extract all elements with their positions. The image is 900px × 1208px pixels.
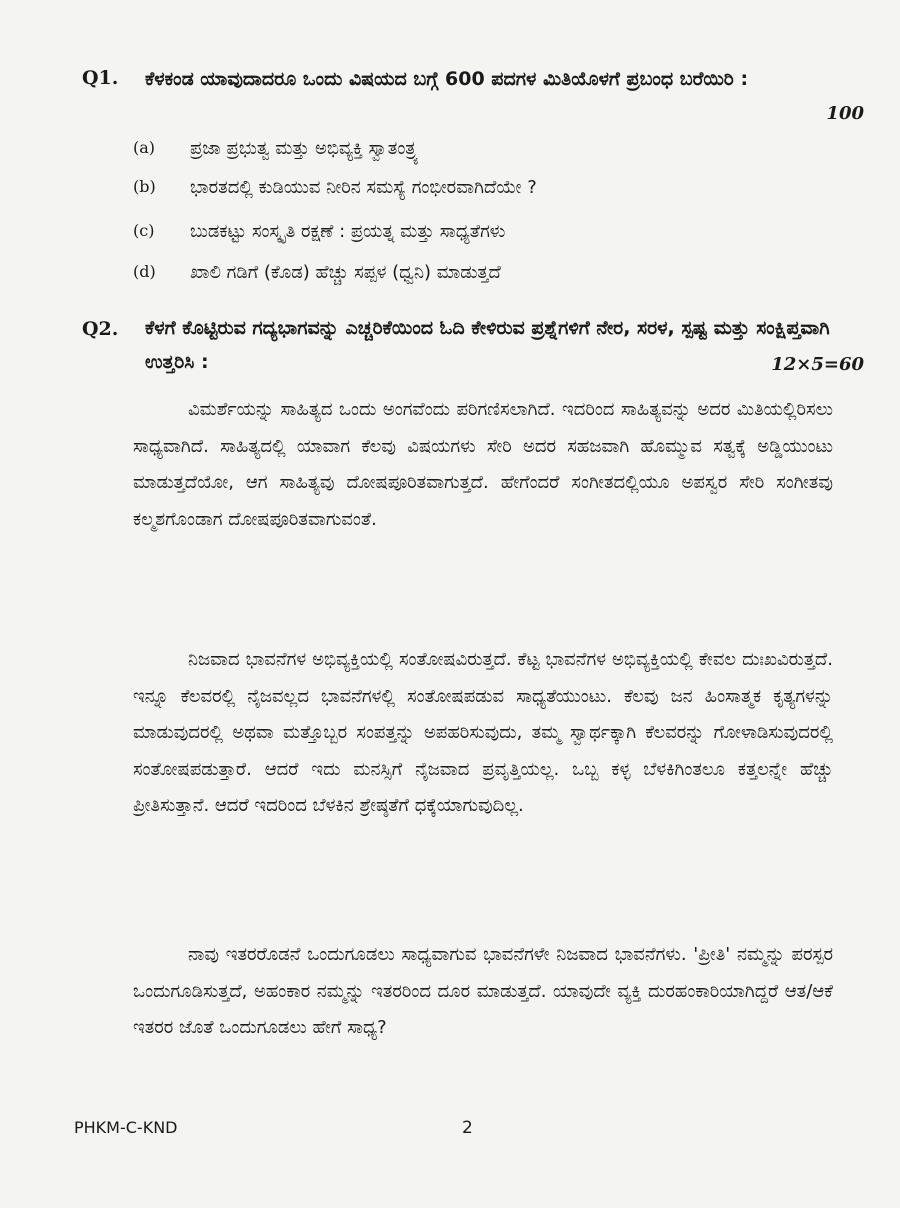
page-number: 2 bbox=[462, 1118, 473, 1138]
question-number: Q1. bbox=[82, 67, 119, 89]
question-marks: 100 bbox=[826, 103, 864, 124]
option-label: (c) bbox=[133, 221, 155, 240]
option-text: ಖಾಲಿ ಗಡಿಗೆ (ಕೊಡ) ಹೆಚ್ಚು ಸಪ್ಪಳ (ಧ್ವನಿ) ಮಾಡುತ್ತದೆ bbox=[190, 262, 501, 283]
question-text: ಕೆಳಗೆ ಕೊಟ್ಟಿರುವ ಗದ್ಯಭಾಗವನ್ನು ಎಚ್ಚರಿಕೆಯಿಂದ ಓದಿ ಕೇಳಿರುವ ಪ್ರಶ್ನೆಗಳಿಗೆ ನೇರ, ಸರಳ, ಸ್ಪಷ್ಟ ಮತ್ತು ಸಂಕ್ಷಿಪ್ತವಾಗಿ ಉತ್ತರಿಸಿ : bbox=[145, 317, 830, 373]
question-text: ಕೆಳಕಂಡ ಯಾವುದಾದರೂ ಒಂದು ವಿಷಯದ ಬಗ್ಗೆ 600 ಪದಗಳ ಮಿತಿಯೊಳಗೆ ಪ್ರಬಂಧ ಬರೆಯಿರಿ : bbox=[145, 68, 749, 90]
passage-paragraph-2: ನಿಜವಾದ ಭಾವನೆಗಳ ಅಭಿವ್ಯಕ್ತಿಯಲ್ಲಿ ಸಂತೋಷವಿರುತ್ತದೆ. ಕೆಟ್ಟ ಭಾವನೆಗಳ ಅಭಿವ್ಯಕ್ತಿಯಲ್ಲಿ ಕೇವಲ ದುಃಖವಿರುತ್ತದೆ. ಇನ್ನೂ ಕೆಲವರಲ್ಲಿ ನೈಜವಲ್ಲದ ಭಾವನೆಗಳಲ್ಲಿ ಸಂತೋಷಪಡುವ ಸಾಧ್ಯತೆಯುಂಟು. ಕೆಲವು ಜನ ಹಿಂಸಾತ್ಮಕ ಕೃತ್ಯಗಳನ್ನು ಮಾಡುವುದರಲ್ಲಿ ಅಥವಾ ಮತ್ತೊಬ್ಬರ ಸಂಪತ್ತನ್ನು ಅಪಹರಿಸುವುದು, ತಮ್ಮ ಸ್ವಾರ್ಥಕ್ಕಾಗಿ ಕೆಲವರನ್ನು ಗೋಳಾಡಿಸುವುದರಲ್ಲಿ ಸಂತೋಷಪಡುತ್ತಾರೆ. ಆದರೆ ಇದು ಮನಸ್ಸಿಗೆ ನೈಜವಾದ ಪ್ರವೃತ್ತಿಯಲ್ಲ. ಒಬ್ಬ ಕಳ್ಳ ಬೆಳಕಿಗಿಂತಲೂ ಕತ್ತಲನ್ನೇ ಹೆಚ್ಚು ಪ್ರೀತಿಸುತ್ತಾನೆ. ಆದರೆ ಇದರಿಂದ ಬೆಳಕಿನ ಶ್ರೇಷ್ಠತೆಗೆ ಧಕ್ಕೆಯಾಗುವುದಿಲ್ಲ. bbox=[133, 649, 833, 816]
option-text: ಬುಡಕಟ್ಟು ಸಂಸ್ಕೃತಿ ರಕ್ಷಣೆ : ಪ್ರಯತ್ನ ಮತ್ತು ಸಾಧ್ಯತೆಗಳು bbox=[190, 221, 506, 242]
option-text: ಪ್ರಜಾ ಪ್ರಭುತ್ವ ಮತ್ತು ಅಭಿವ್ಯಕ್ತಿ ಸ್ವಾತಂತ್ರ್ಯ bbox=[190, 138, 419, 159]
question-number: Q2. bbox=[82, 318, 119, 340]
question-marks: 12×5=60 bbox=[771, 354, 864, 375]
option-label: (b) bbox=[133, 177, 156, 196]
option-label: (d) bbox=[133, 262, 156, 281]
paper-code: PHKM-C-KND bbox=[74, 1118, 178, 1137]
option-text: ಭಾರತದಲ್ಲಿ ಕುಡಿಯುವ ನೀರಿನ ಸಮಸ್ಯೆ ಗಂಭೀರವಾಗಿದೆಯೇ ? bbox=[190, 177, 537, 198]
option-label: (a) bbox=[133, 138, 156, 157]
passage-paragraph-3: ನಾವು ಇತರರೊಡನೆ ಒಂದುಗೂಡಲು ಸಾಧ್ಯವಾಗುವ ಭಾವನೆಗಳೇ ನಿಜವಾದ ಭಾವನೆಗಳು. 'ಪ್ರೀತಿ' ನಮ್ಮನ್ನು ಪರಸ್ಪರ ಒಂದುಗೂಡಿಸುತ್ತದೆ, ಅಹಂಕಾರ ನಮ್ಮನ್ನು ಇತರರಿಂದ ದೂರ ಮಾಡುತ್ತದೆ. ಯಾವುದೇ ವ್ಯಕ್ತಿ ದುರಹಂಕಾರಿಯಾಗಿದ್ದರೆ ಆತ/ಆಕೆ ಇತರರ ಜೊತೆ ಒಂದುಗೂಡಲು ಹೇಗೆ ಸಾಧ್ಯ? bbox=[133, 944, 833, 1038]
passage-paragraph-1: ವಿಮರ್ಶೆಯನ್ನು ಸಾಹಿತ್ಯದ ಒಂದು ಅಂಗವೆಂದು ಪರಿಗಣಿಸಲಾಗಿದೆ. ಇದರಿಂದ ಸಾಹಿತ್ಯವನ್ನು ಅದರ ಮಿತಿಯಲ್ಲಿರಿಸಲು ಸಾಧ್ಯವಾಗಿದೆ. ಸಾಹಿತ್ಯದಲ್ಲಿ ಯಾವಾಗ ಕೆಲವು ವಿಷಯಗಳು ಸೇರಿ ಅದರ ಸಹಜವಾಗಿ ಹೊಮ್ಮುವ ಸತ್ವಕ್ಕೆ ಅಡ್ಡಿಯುಂಟು ಮಾಡುತ್ತದೆಯೋ, ಆಗ ಸಾಹಿತ್ಯವು ದೋಷಪೂರಿತವಾಗುತ್ತದೆ. ಹೇಗೆಂದರೆ ಸಂಗೀತದಲ್ಲಿಯೂ ಅಪಸ್ವರ ಸೇರಿ ಸಂಗೀತವು ಕಲ್ಮಶಗೊಂಡಾಗ ದೋಷಪೂರಿತವಾಗುವಂತೆ. bbox=[133, 399, 833, 530]
